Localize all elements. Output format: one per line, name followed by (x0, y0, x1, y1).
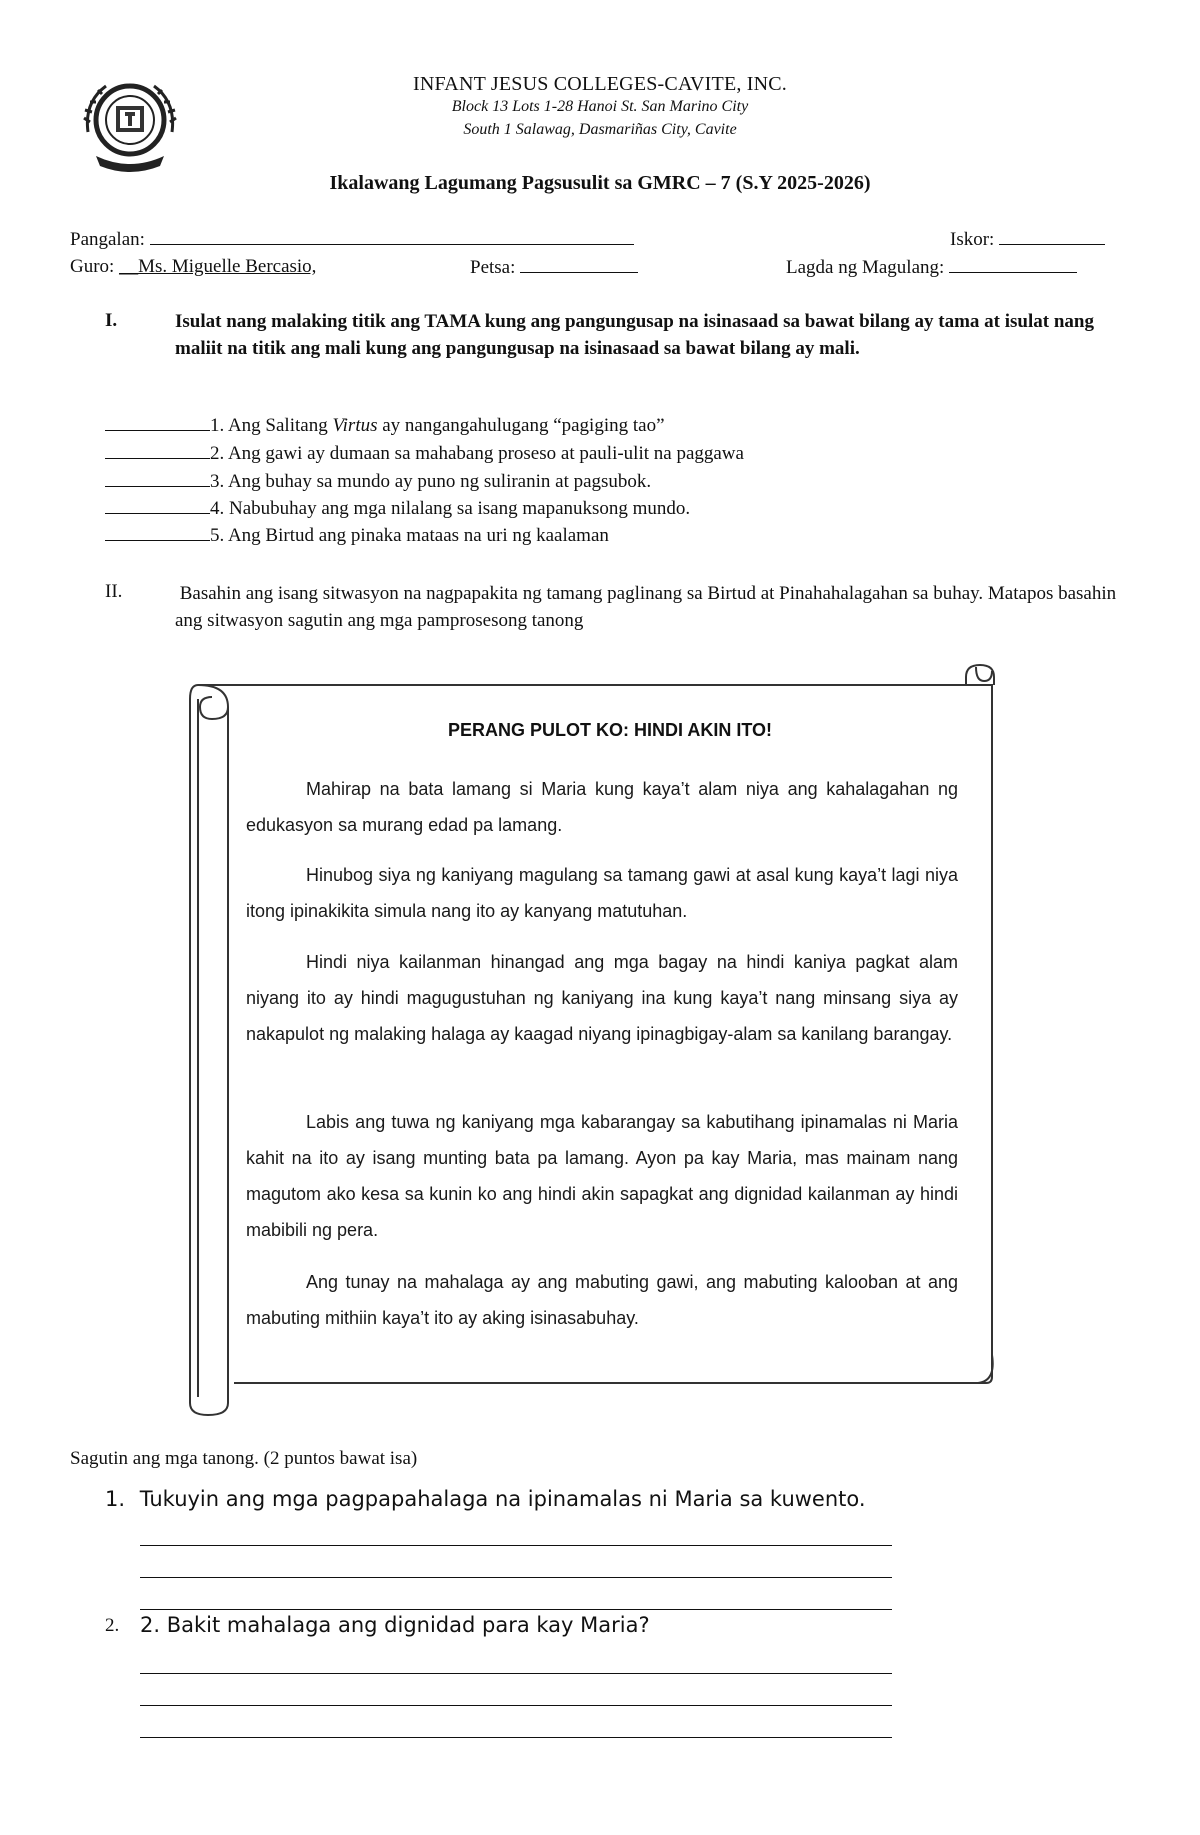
answer-blank[interactable] (105, 470, 210, 487)
parent-signature-label: Lagda ng Magulang: (786, 257, 945, 278)
question-1-text: Tukuyin ang mga pagpapahalaga na ipinamalas ni Maria sa kuwento. (139, 1487, 866, 1511)
name-blank[interactable] (150, 228, 634, 245)
name-label: Pangalan: (70, 229, 145, 250)
story-paragraph-3: Hindi niya kailanman hinangad ang mga bagay na hindi kaniya pagkat alam niyang ito ay hindi magugustuhan ng kaniyang ina kung kaya’t nang minsang siya ay nakapulot ng malaking halaga ay kaagad niyang ipinagbigay-alam sa kanilang barangay. (246, 952, 958, 1044)
section-2-instruction: Basahin ang isang sitwasyon na nagpapakita ng tamang paglinang sa Birtud at Pinahahalagahan sa buhay. Matapos basahin ang sitwasyon sagutin ang mga pamprosesong tanong (175, 583, 1121, 631)
parent-signature-field[interactable] (786, 256, 1077, 279)
story-paragraph-5: Ang tunay na mahalaga ay ang mabuting gawi, ang mabuting kalooban at ang mabuting mithiin kaya’t ito ay aking isinasabuhay. (246, 1272, 958, 1328)
item-text: Ang gawi ay dumaan sa mahabang proseso at pauli-ulit na paggawa (227, 443, 744, 464)
date-field[interactable] (470, 256, 638, 279)
teacher-name: __Ms. Miguelle Bercasio, (119, 256, 317, 277)
story-paragraph-1: Mahirap na bata lamang si Maria kung kaya’t alam niya ang kahalagahan ng edukasyon sa murang edad pa lamang. (246, 779, 958, 835)
section-1-number: I. (105, 310, 118, 331)
address-line-1: Block 13 Lots 1-28 Hanoi St. San Marino City (451, 98, 749, 115)
exam-title: Ikalawang Lagumang Pagsusulit sa GMRC – 7 (S.Y 2025-2026) (329, 172, 871, 194)
true-false-item (105, 442, 744, 465)
item-text: Ang Birtud ang pinaka mataas na uri ng kaalaman (227, 525, 609, 546)
teacher-label: Guro: (70, 256, 115, 277)
answer-line[interactable] (140, 1673, 892, 1674)
item-text: Nabubuhay ang mga nilalang sa isang mapanuksong mundo. (229, 498, 691, 519)
date-label: Petsa: (470, 257, 516, 278)
score-label: Iskor: (950, 229, 995, 250)
answer-blank[interactable] (105, 497, 210, 514)
item-number: 4. (210, 498, 225, 519)
item-number: 3. (210, 471, 225, 492)
item-number: 1. (210, 415, 225, 436)
item-text: Ang Salitang (227, 415, 333, 436)
section-1-instruction: Isulat nang malaking titik ang TAMA kung ang pangungusap na isinasaad sa bawat bilang ay tama at isulat nang maliit na titik ang mali kung ang pangungusap na isinasaad sa bawat bilang ay mali. (175, 311, 1094, 359)
teacher-field (70, 256, 316, 278)
answer-line[interactable] (140, 1545, 892, 1546)
section-2-number: II. (105, 581, 123, 602)
answer-blank[interactable] (105, 414, 210, 431)
answer-line[interactable] (140, 1737, 892, 1738)
item-number: 5. (210, 525, 225, 546)
answer-blank[interactable] (105, 524, 210, 541)
item-number: 2. (210, 443, 225, 464)
name-field[interactable] (70, 228, 634, 251)
score-blank[interactable] (999, 228, 1105, 245)
true-false-item (105, 414, 665, 437)
question-2-text: 2. Bakit mahalaga ang dignidad para kay Maria? (140, 1613, 650, 1637)
story-title: PERANG PULOT KO: HINDI AKIN ITO! (448, 720, 772, 740)
item-text: Ang buhay sa mundo ay puno ng suliranin at pagsubok. (227, 471, 652, 492)
item-text-after: ay nangangahulugang “pagiging tao” (377, 415, 665, 436)
question-1 (105, 1487, 866, 1511)
question-2-number: 2. (105, 1615, 120, 1636)
answer-blank[interactable] (105, 442, 210, 459)
answer-line[interactable] (140, 1577, 892, 1578)
true-false-item (105, 524, 609, 547)
date-blank[interactable] (520, 256, 638, 273)
question-1-number: 1. (105, 1487, 126, 1511)
score-field[interactable] (950, 228, 1105, 251)
school-name: INFANT JESUS COLLEGES-CAVITE, INC. (412, 73, 788, 95)
parent-signature-blank[interactable] (949, 256, 1077, 273)
story-paragraph-2: Hinubog siya ng kaniyang magulang sa tamang gawi at asal kung kaya’t lagi niya itong ipinakikita simula nang ito ay kanyang matutuhan. (246, 865, 958, 921)
true-false-item (105, 470, 651, 493)
answer-line[interactable] (140, 1609, 892, 1610)
item-text-italic: Virtus (332, 415, 378, 436)
address-line-2: South 1 Salawag, Dasmariñas City, Cavite (463, 121, 737, 138)
story-paragraph-4: Labis ang tuwa ng kaniyang mga kabarangay sa kabutihang ipinamalas ni Maria kahit na ito ay isang munting bata pa lamang. Ayon pa kay Maria, mas mainam nang magutom ako kesa sa kunin ko ang hindi akin sapagkat ang dignidad kailanman ay hindi mabibili ng pera. (246, 1112, 958, 1240)
questions-heading: Sagutin ang mga tanong. (2 puntos bawat isa) (70, 1448, 418, 1469)
true-false-item (105, 497, 690, 520)
answer-line[interactable] (140, 1705, 892, 1706)
